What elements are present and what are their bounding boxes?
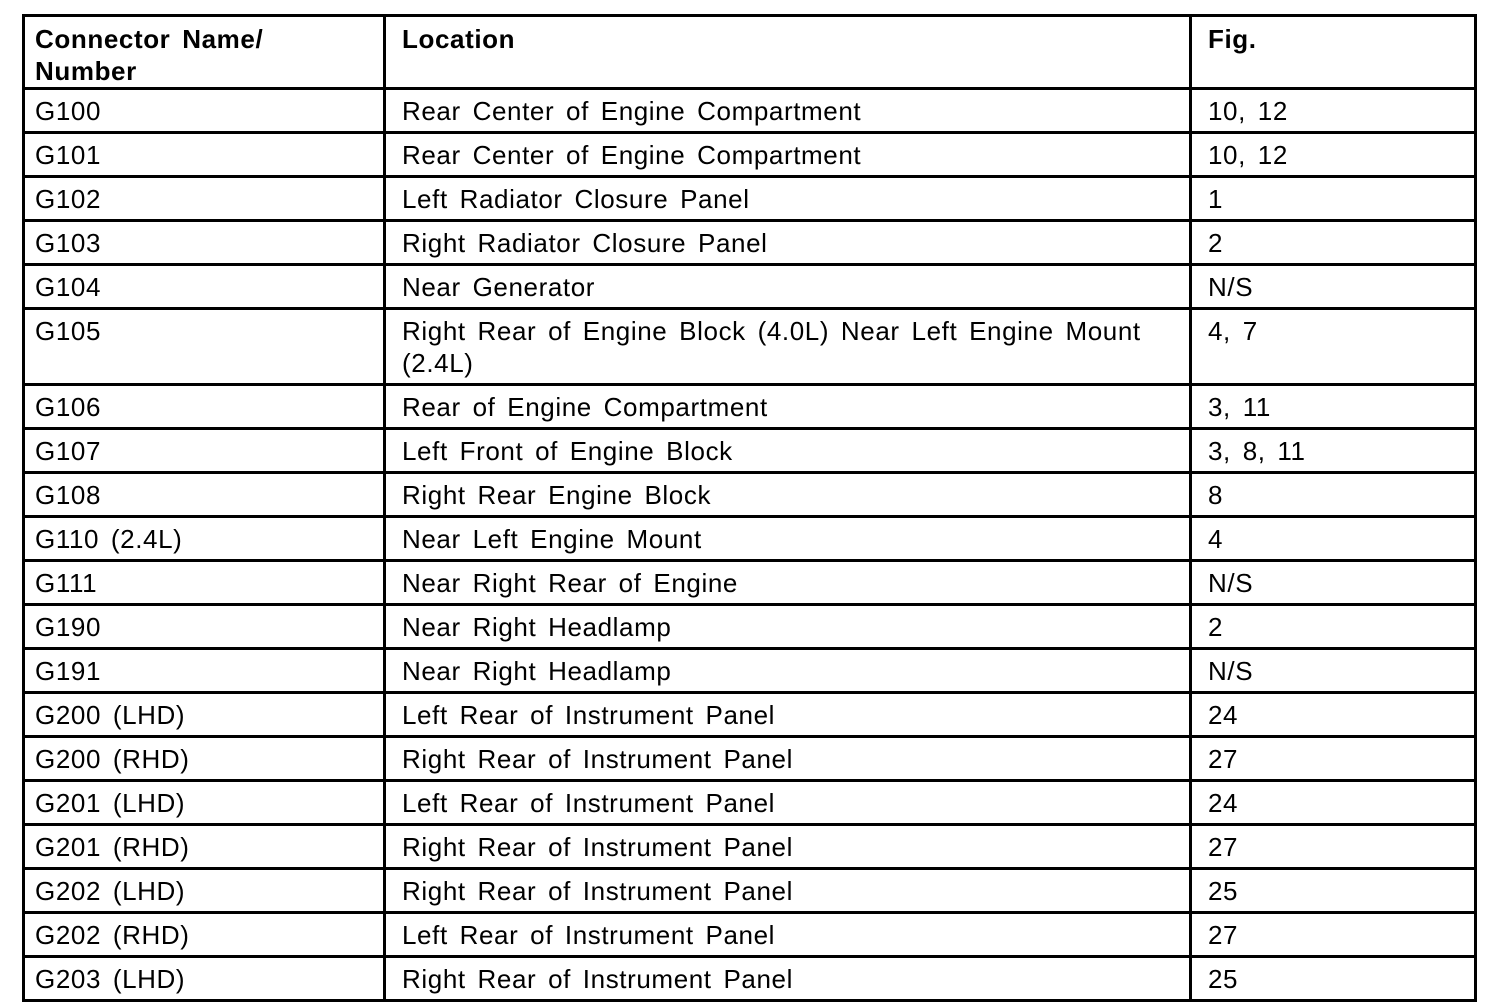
- column-header-connector-name: Connector Name/ Number: [24, 16, 385, 89]
- fig-cell: 3, 8, 11: [1191, 429, 1476, 473]
- table-body: [24, 89, 1476, 1001]
- fig-cell: 4: [1191, 517, 1476, 561]
- connector-name-cell: G202 (RHD): [24, 913, 385, 957]
- location-cell: Near Left Engine Mount: [385, 517, 1191, 561]
- location-cell: Right Rear of Engine Block (4.0L) Near Left Engine Mount (2.4L): [385, 309, 1191, 385]
- connector-name-cell: G191: [24, 649, 385, 693]
- connector-name-cell: G201 (RHD): [24, 825, 385, 869]
- table-row: [24, 693, 1476, 737]
- table-row: [24, 605, 1476, 649]
- fig-cell: 10, 12: [1191, 89, 1476, 133]
- fig-cell: 25: [1191, 869, 1476, 913]
- location-cell: Near Generator: [385, 265, 1191, 309]
- table-row: [24, 385, 1476, 429]
- table-row: [24, 429, 1476, 473]
- table-row: [24, 825, 1476, 869]
- connector-name-cell: G102: [24, 177, 385, 221]
- table-row: [24, 473, 1476, 517]
- table-row: [24, 781, 1476, 825]
- fig-cell: 3, 11: [1191, 385, 1476, 429]
- location-cell: Left Rear of Instrument Panel: [385, 913, 1191, 957]
- table-row: [24, 89, 1476, 133]
- connector-name-cell: G108: [24, 473, 385, 517]
- location-cell: Right Rear of Instrument Panel: [385, 957, 1191, 1001]
- connector-name-cell: G106: [24, 385, 385, 429]
- table-row: [24, 177, 1476, 221]
- fig-cell: 1: [1191, 177, 1476, 221]
- fig-cell: 10, 12: [1191, 133, 1476, 177]
- table-row: [24, 221, 1476, 265]
- fig-cell: 24: [1191, 693, 1476, 737]
- table-row: [24, 309, 1476, 385]
- location-cell: Near Right Headlamp: [385, 649, 1191, 693]
- column-header-location: Location: [385, 16, 1191, 89]
- location-cell: Near Right Rear of Engine: [385, 561, 1191, 605]
- location-cell: Rear Center of Engine Compartment: [385, 89, 1191, 133]
- table-row: [24, 133, 1476, 177]
- location-cell: Right Rear of Instrument Panel: [385, 737, 1191, 781]
- connector-name-cell: G201 (LHD): [24, 781, 385, 825]
- fig-cell: 24: [1191, 781, 1476, 825]
- location-cell: Right Rear of Instrument Panel: [385, 869, 1191, 913]
- table-row: [24, 869, 1476, 913]
- location-cell: Left Rear of Instrument Panel: [385, 781, 1191, 825]
- location-cell: Right Rear Engine Block: [385, 473, 1191, 517]
- connector-name-cell: G200 (LHD): [24, 693, 385, 737]
- table-row: [24, 649, 1476, 693]
- location-cell: Right Radiator Closure Panel: [385, 221, 1191, 265]
- table-row: [24, 517, 1476, 561]
- fig-cell: 8: [1191, 473, 1476, 517]
- connector-name-cell: G104: [24, 265, 385, 309]
- connector-location-table: [22, 14, 1477, 1002]
- fig-cell: N/S: [1191, 649, 1476, 693]
- table-header-row: [24, 16, 1476, 89]
- location-cell: Left Rear of Instrument Panel: [385, 693, 1191, 737]
- table-row: [24, 737, 1476, 781]
- connector-name-cell: G190: [24, 605, 385, 649]
- fig-cell: 27: [1191, 913, 1476, 957]
- connector-name-cell: G107: [24, 429, 385, 473]
- column-header-fig: Fig.: [1191, 16, 1476, 89]
- fig-cell: 27: [1191, 737, 1476, 781]
- fig-cell: 27: [1191, 825, 1476, 869]
- connector-name-cell: G203 (LHD): [24, 957, 385, 1001]
- fig-cell: 2: [1191, 605, 1476, 649]
- location-cell: Rear Center of Engine Compartment: [385, 133, 1191, 177]
- fig-cell: 4, 7: [1191, 309, 1476, 385]
- fig-cell: N/S: [1191, 265, 1476, 309]
- connector-name-cell: G110 (2.4L): [24, 517, 385, 561]
- location-cell: Left Front of Engine Block: [385, 429, 1191, 473]
- connector-name-cell: G103: [24, 221, 385, 265]
- location-cell: Rear of Engine Compartment: [385, 385, 1191, 429]
- connector-name-cell: G100: [24, 89, 385, 133]
- fig-cell: 25: [1191, 957, 1476, 1001]
- connector-name-cell: G111: [24, 561, 385, 605]
- connector-name-cell: G101: [24, 133, 385, 177]
- location-cell: Left Radiator Closure Panel: [385, 177, 1191, 221]
- connector-name-cell: G105: [24, 309, 385, 385]
- table-row: [24, 561, 1476, 605]
- connector-name-cell: G200 (RHD): [24, 737, 385, 781]
- location-cell: Near Right Headlamp: [385, 605, 1191, 649]
- fig-cell: 2: [1191, 221, 1476, 265]
- location-cell: Right Rear of Instrument Panel: [385, 825, 1191, 869]
- fig-cell: N/S: [1191, 561, 1476, 605]
- table-row: [24, 913, 1476, 957]
- table-row: [24, 265, 1476, 309]
- connector-name-cell: G202 (LHD): [24, 869, 385, 913]
